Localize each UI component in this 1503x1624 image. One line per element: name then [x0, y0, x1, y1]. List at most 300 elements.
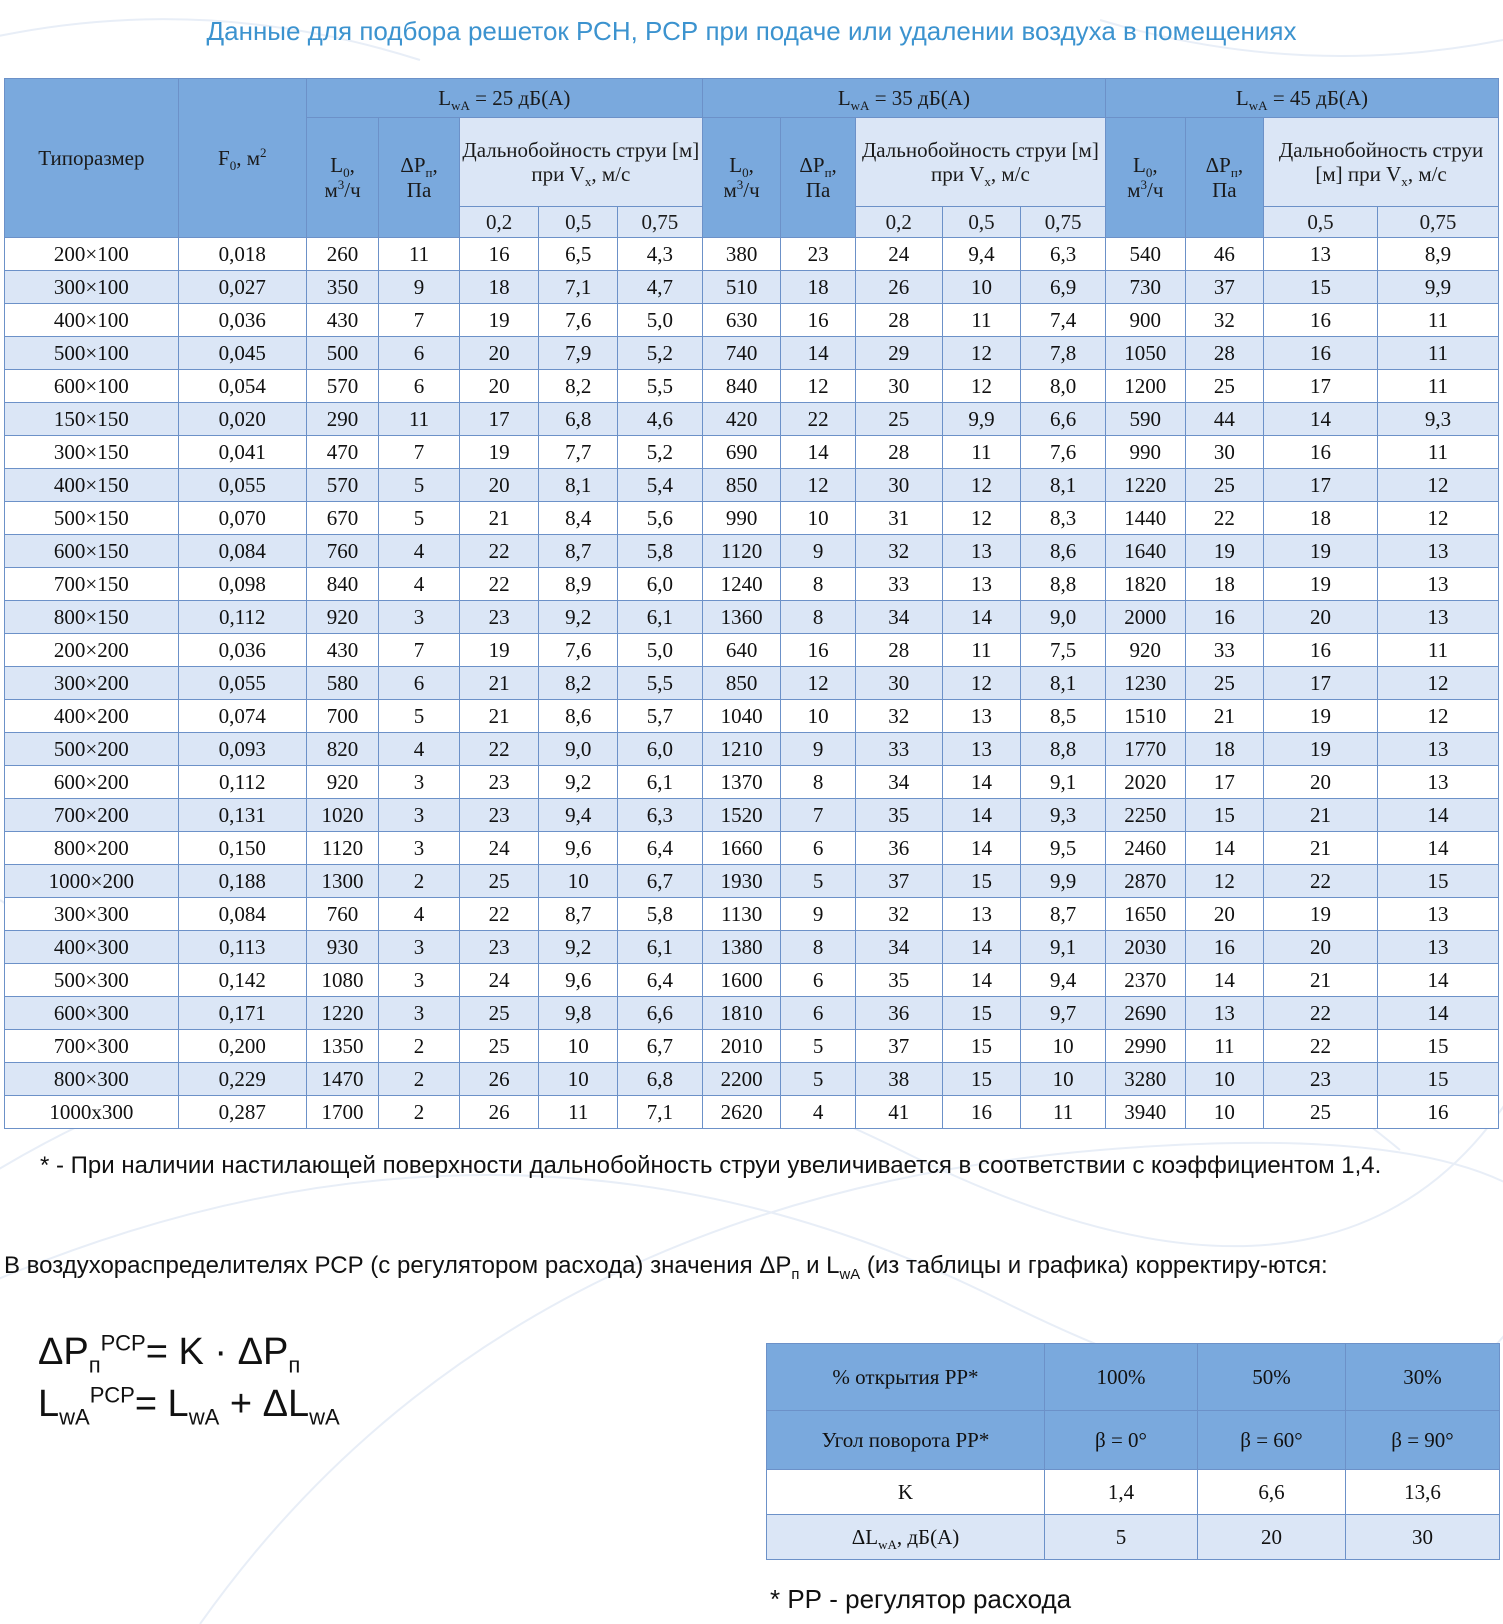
table-cell: 12 — [942, 667, 1021, 700]
header-speed: 0,75 — [1377, 207, 1498, 238]
table-cell: 0,020 — [178, 403, 306, 436]
table-cell: 19 — [1264, 898, 1378, 931]
table-cell: 4 — [379, 898, 460, 931]
table-cell: 23 — [459, 766, 539, 799]
table-cell: 23 — [459, 931, 539, 964]
table-cell: 13 — [942, 733, 1021, 766]
table-cell: 1510 — [1106, 700, 1186, 733]
table-cell: 15 — [1185, 799, 1264, 832]
table-cell: 38 — [855, 1063, 942, 1096]
table-row — [767, 1515, 1500, 1560]
table-cell: 9,2 — [539, 601, 618, 634]
table-cell: 20 — [1264, 601, 1378, 634]
table-cell: 46 — [1185, 238, 1264, 271]
table-row — [5, 1030, 1499, 1063]
table-cell: 630 — [702, 304, 781, 337]
table-cell: 0,070 — [178, 502, 306, 535]
table-cell: 30% — [1346, 1344, 1500, 1411]
table-cell: 9 — [781, 733, 855, 766]
table-cell: 2000 — [1106, 601, 1186, 634]
table-cell: 14 — [1377, 799, 1498, 832]
table-cell: 10 — [781, 700, 855, 733]
table-row — [5, 733, 1499, 766]
table-cell: 25 — [459, 1030, 539, 1063]
table-cell: 5,8 — [618, 898, 703, 931]
table-cell: 760 — [306, 535, 378, 568]
table-row — [767, 1344, 1500, 1411]
table-cell: 21 — [1264, 964, 1378, 997]
row-label-delta-l: $\Delta L_{wA}$, дБ(А) — [767, 1515, 1045, 1560]
table-cell: 9,6 — [539, 832, 618, 865]
table-cell: 10 — [781, 502, 855, 535]
table-cell: 8,2 — [539, 667, 618, 700]
table-cell: 7 — [781, 799, 855, 832]
table-cell: 30 — [855, 667, 942, 700]
table-row — [5, 304, 1499, 337]
table-cell: 430 — [306, 634, 378, 667]
header-speed: 0,75 — [618, 207, 703, 238]
table-cell: 0,084 — [178, 535, 306, 568]
table-cell: 11 — [942, 634, 1021, 667]
table-row — [5, 832, 1499, 865]
table-cell: 50% — [1198, 1344, 1346, 1411]
table-cell: 26 — [855, 271, 942, 304]
table-cell: 5,5 — [618, 667, 703, 700]
table-cell: 12 — [1377, 667, 1498, 700]
table-cell: 8,1 — [1021, 667, 1106, 700]
table-cell: 9,1 — [1021, 766, 1106, 799]
table-cell: 14 — [1377, 997, 1498, 1030]
table-cell: 6,0 — [618, 568, 703, 601]
table-cell: 9,2 — [539, 931, 618, 964]
table-cell: 20 — [459, 370, 539, 403]
table-cell: 0,084 — [178, 898, 306, 931]
table-cell: 16 — [942, 1096, 1021, 1129]
table-cell: 6,1 — [618, 931, 703, 964]
table-cell: 1040 — [702, 700, 781, 733]
table-cell: 4 — [781, 1096, 855, 1129]
table-cell: 760 — [306, 898, 378, 931]
table-cell: 420 — [702, 403, 781, 436]
table-cell: 9,7 — [1021, 997, 1106, 1030]
table-cell: 1210 — [702, 733, 781, 766]
row-label-angle: Угол поворота РР* — [767, 1411, 1045, 1470]
table-cell: 8 — [781, 601, 855, 634]
table-cell: 17 — [1264, 469, 1378, 502]
table-cell: 1240 — [702, 568, 781, 601]
table-cell: β = 90° — [1346, 1411, 1500, 1470]
table-cell: 21 — [1264, 832, 1378, 865]
table-cell: 1810 — [702, 997, 781, 1030]
table-cell: 1020 — [306, 799, 378, 832]
table-cell: 11 — [1377, 304, 1498, 337]
size-cell: 400×100 — [5, 304, 179, 337]
table-cell: 11 — [942, 304, 1021, 337]
table-row — [767, 1411, 1500, 1470]
table-cell: 20 — [1185, 898, 1264, 931]
size-cell: 1000×200 — [5, 865, 179, 898]
table-cell: 7,5 — [1021, 634, 1106, 667]
header-type: Типоразмер — [5, 79, 179, 238]
table-cell: 7,1 — [618, 1096, 703, 1129]
table-cell: 41 — [855, 1096, 942, 1129]
table-cell: 3 — [379, 766, 460, 799]
table-cell: 11 — [379, 238, 460, 271]
table-cell: 25 — [1185, 370, 1264, 403]
table-cell: 6,4 — [618, 964, 703, 997]
table-cell: 21 — [459, 700, 539, 733]
size-cell: 500×300 — [5, 964, 179, 997]
table-cell: 6 — [379, 370, 460, 403]
table-cell: 5,5 — [618, 370, 703, 403]
table-cell: 1650 — [1106, 898, 1186, 931]
table-cell: 740 — [702, 337, 781, 370]
table-row — [5, 436, 1499, 469]
table-cell: 590 — [1106, 403, 1186, 436]
table-cell: 20 — [1264, 931, 1378, 964]
table-cell: 20 — [459, 337, 539, 370]
table-cell: 24 — [855, 238, 942, 271]
table-cell: 8 — [781, 931, 855, 964]
table-cell: 9,3 — [1021, 799, 1106, 832]
size-cell: 300×300 — [5, 898, 179, 931]
table-cell: 0,142 — [178, 964, 306, 997]
table-cell: 9,4 — [1021, 964, 1106, 997]
table-cell: 8,5 — [1021, 700, 1106, 733]
table-cell: 2 — [379, 1030, 460, 1063]
table-cell: 8 — [781, 766, 855, 799]
table-cell: 6,3 — [618, 799, 703, 832]
table-cell: 3 — [379, 832, 460, 865]
table-cell: 8,7 — [1021, 898, 1106, 931]
table-cell: 22 — [459, 733, 539, 766]
table-cell: 2200 — [702, 1063, 781, 1096]
table-cell: 5,2 — [618, 337, 703, 370]
table-cell: 23 — [1264, 1063, 1378, 1096]
table-cell: 19 — [1185, 535, 1264, 568]
table-cell: 21 — [459, 667, 539, 700]
table-cell: 510 — [702, 271, 781, 304]
table-cell: 15 — [942, 865, 1021, 898]
table-cell: 0,093 — [178, 733, 306, 766]
table-cell: 12 — [1377, 469, 1498, 502]
table-cell: 14 — [942, 766, 1021, 799]
table-cell: 5 — [379, 469, 460, 502]
table-cell: 13 — [1264, 238, 1378, 271]
table-cell: 32 — [1185, 304, 1264, 337]
table-cell: 28 — [855, 436, 942, 469]
table-cell: 9,9 — [1021, 865, 1106, 898]
table-cell: 5 — [781, 1063, 855, 1096]
table-cell: 9,8 — [539, 997, 618, 1030]
table-cell: 25 — [855, 403, 942, 436]
table-cell: 14 — [1377, 832, 1498, 865]
table-cell: 9,2 — [539, 766, 618, 799]
header-speed: 0,75 — [1021, 207, 1106, 238]
table-cell: 0,027 — [178, 271, 306, 304]
table-cell: 1770 — [1106, 733, 1186, 766]
table-cell: 1520 — [702, 799, 781, 832]
table-body — [5, 238, 1499, 1129]
regulator-table — [766, 1343, 1500, 1560]
table-row — [5, 700, 1499, 733]
table-cell: 15 — [1264, 271, 1378, 304]
table-cell: 1660 — [702, 832, 781, 865]
table-cell: 30 — [1346, 1515, 1500, 1560]
table-cell: 1350 — [306, 1030, 378, 1063]
size-cell: 300×200 — [5, 667, 179, 700]
header-pressure: $\Delta P_п$, Па — [781, 118, 855, 238]
table-cell: 1230 — [1106, 667, 1186, 700]
table-cell: 20 — [1264, 766, 1378, 799]
table-cell: 6 — [781, 832, 855, 865]
header-speed: 0,5 — [1264, 207, 1378, 238]
header-pressure: $\Delta P_п$, Па — [379, 118, 460, 238]
table-cell: 730 — [1106, 271, 1186, 304]
table-cell: 2370 — [1106, 964, 1186, 997]
table-cell: 20 — [459, 469, 539, 502]
table-row — [5, 667, 1499, 700]
table-cell: 24 — [459, 832, 539, 865]
table-cell: 33 — [855, 733, 942, 766]
table-cell: 0,131 — [178, 799, 306, 832]
table-cell: 26 — [459, 1063, 539, 1096]
table-cell: 9 — [781, 535, 855, 568]
table-cell: 1120 — [306, 832, 378, 865]
table-row — [5, 403, 1499, 436]
table-cell: 32 — [855, 535, 942, 568]
table-cell: 21 — [459, 502, 539, 535]
table-cell: 28 — [855, 634, 942, 667]
page-title: Данные для подбора решеток РСН, РСР при подаче или удалении воздуха в помещениях — [206, 16, 1297, 46]
table-cell: 28 — [1185, 337, 1264, 370]
table-cell: 9,5 — [1021, 832, 1106, 865]
table-cell: 990 — [702, 502, 781, 535]
table-cell: 2250 — [1106, 799, 1186, 832]
table-cell: 2030 — [1106, 931, 1186, 964]
table-cell: 23 — [781, 238, 855, 271]
table-cell: 9,0 — [539, 733, 618, 766]
table-cell: 7,7 — [539, 436, 618, 469]
table-cell: 4 — [379, 733, 460, 766]
table-cell: 11 — [379, 403, 460, 436]
table-cell: 13 — [1377, 535, 1498, 568]
table-cell: 7,1 — [539, 271, 618, 304]
table-cell: 6,6 — [1021, 403, 1106, 436]
table-cell: 1820 — [1106, 568, 1186, 601]
size-cell: 300×100 — [5, 271, 179, 304]
row-label-opening: % открытия РР* — [767, 1344, 1045, 1411]
size-cell: 1000x300 — [5, 1096, 179, 1129]
table-cell: 17 — [1264, 370, 1378, 403]
table-cell: 5 — [781, 1030, 855, 1063]
table-cell: 4 — [379, 568, 460, 601]
table-cell: 9,9 — [942, 403, 1021, 436]
table-cell: 7,6 — [539, 634, 618, 667]
size-cell: 700×300 — [5, 1030, 179, 1063]
table-cell: 9 — [379, 271, 460, 304]
table-row — [5, 931, 1499, 964]
table-cell: 5,6 — [618, 502, 703, 535]
table-cell: 13 — [1377, 898, 1498, 931]
table-row — [5, 997, 1499, 1030]
table-cell: 2460 — [1106, 832, 1186, 865]
table-cell: 11 — [1185, 1030, 1264, 1063]
table-cell: 11 — [1377, 634, 1498, 667]
table-cell: 6,8 — [618, 1063, 703, 1096]
header-throw: Дальнобойность струи [м] при $V_x$, м/с — [855, 118, 1105, 207]
table-cell: 1440 — [1106, 502, 1186, 535]
table-cell: 5,4 — [618, 469, 703, 502]
table-cell: 34 — [855, 931, 942, 964]
table-cell: 30 — [855, 469, 942, 502]
table-row — [5, 898, 1499, 931]
table-cell: 6,0 — [618, 733, 703, 766]
table-cell: 19 — [1264, 700, 1378, 733]
size-cell: 600×300 — [5, 997, 179, 1030]
footnote-regulator: * РР - регулятор расхода — [770, 1584, 1072, 1614]
table-cell: 12 — [781, 370, 855, 403]
table-cell: 260 — [306, 238, 378, 271]
table-cell: 10 — [1185, 1096, 1264, 1129]
table-cell: 1360 — [702, 601, 781, 634]
table-cell: 1600 — [702, 964, 781, 997]
size-cell: 150×150 — [5, 403, 179, 436]
table-cell: 29 — [855, 337, 942, 370]
table-cell: 500 — [306, 337, 378, 370]
table-row — [5, 1063, 1499, 1096]
table-cell: β = 60° — [1198, 1411, 1346, 1470]
table-cell: 19 — [459, 634, 539, 667]
table-cell: 0,074 — [178, 700, 306, 733]
header-speed: 0,5 — [942, 207, 1021, 238]
table-cell: 6,5 — [539, 238, 618, 271]
table-cell: 17 — [459, 403, 539, 436]
table-cell: 13 — [1377, 766, 1498, 799]
table-row — [5, 865, 1499, 898]
table-cell: 12 — [1377, 502, 1498, 535]
table-cell: 6,1 — [618, 766, 703, 799]
table-cell: 0,188 — [178, 865, 306, 898]
table-cell: 920 — [1106, 634, 1186, 667]
table-cell: 16 — [459, 238, 539, 271]
table-cell: 10 — [1021, 1063, 1106, 1096]
table-cell: 8,9 — [539, 568, 618, 601]
table-cell: 33 — [1185, 634, 1264, 667]
table-cell: 6,1 — [618, 601, 703, 634]
table-cell: 1,4 — [1045, 1470, 1198, 1515]
table-cell: 10 — [539, 1030, 618, 1063]
table-cell: 0,150 — [178, 832, 306, 865]
table-cell: 0,018 — [178, 238, 306, 271]
table-cell: 8,8 — [1021, 568, 1106, 601]
table-cell: 930 — [306, 931, 378, 964]
table-cell: 14 — [942, 601, 1021, 634]
table-cell: 15 — [942, 1030, 1021, 1063]
table-cell: 6,3 — [1021, 238, 1106, 271]
table-cell: 1470 — [306, 1063, 378, 1096]
size-cell: 800×150 — [5, 601, 179, 634]
table-cell: 16 — [781, 634, 855, 667]
table-cell: 21 — [1185, 700, 1264, 733]
header-area: $F_0$, $м^2$ — [178, 79, 306, 238]
table-cell: 17 — [1185, 766, 1264, 799]
table-cell: 0,113 — [178, 931, 306, 964]
table-cell: 0,036 — [178, 634, 306, 667]
table-cell: 1220 — [306, 997, 378, 1030]
table-cell: 32 — [855, 898, 942, 931]
table-cell: 6,4 — [618, 832, 703, 865]
table-cell: 9,4 — [942, 238, 1021, 271]
table-cell: 5 — [379, 700, 460, 733]
table-cell: 20 — [1198, 1515, 1346, 1560]
table-cell: 14 — [1264, 403, 1378, 436]
table-cell: 6,6 — [618, 997, 703, 1030]
table-cell: 16 — [1377, 1096, 1498, 1129]
table-cell: 0,112 — [178, 601, 306, 634]
table-cell: 470 — [306, 436, 378, 469]
table-cell: 37 — [855, 865, 942, 898]
table-cell: 2870 — [1106, 865, 1186, 898]
table-cell: 7,6 — [539, 304, 618, 337]
header-flow: $L_0$, $м^3/ч$ — [702, 118, 781, 238]
table-row — [5, 238, 1499, 271]
table-cell: 13 — [942, 700, 1021, 733]
table-cell: 13 — [1377, 733, 1498, 766]
table-row — [5, 799, 1499, 832]
table-cell: 19 — [459, 304, 539, 337]
table-cell: 10 — [539, 1063, 618, 1096]
header-throw: Дальнобойность струи [м] при $V_x$, м/с — [1264, 118, 1499, 207]
note-throw-coefficient: * - При наличии настилающей поверхности дальнобойность струи увеличивается в соответствии с коэффициентом 1,4. — [40, 1152, 1382, 1179]
table-cell: 19 — [1264, 535, 1378, 568]
table-cell: 2990 — [1106, 1030, 1186, 1063]
table-cell: 9 — [781, 898, 855, 931]
size-cell: 500×100 — [5, 337, 179, 370]
table-cell: 12 — [942, 370, 1021, 403]
table-cell: 22 — [781, 403, 855, 436]
table-cell: 18 — [459, 271, 539, 304]
table-row — [5, 502, 1499, 535]
table-cell: 35 — [855, 964, 942, 997]
table-cell: 13 — [1377, 568, 1498, 601]
size-cell: 800×300 — [5, 1063, 179, 1096]
size-cell: 500×200 — [5, 733, 179, 766]
table-cell: 1640 — [1106, 535, 1186, 568]
table-cell: 6 — [379, 337, 460, 370]
table-cell: 6 — [781, 997, 855, 1030]
table-cell: 11 — [1021, 1096, 1106, 1129]
table-cell: 17 — [1264, 667, 1378, 700]
table-cell: 14 — [942, 931, 1021, 964]
size-cell: 700×150 — [5, 568, 179, 601]
header-group-35: $L_{wA} = 35$ дБ(А) — [702, 79, 1105, 118]
table-cell: 7,4 — [1021, 304, 1106, 337]
table-cell: 35 — [855, 799, 942, 832]
table-cell: 5 — [781, 865, 855, 898]
table-cell: 11 — [1377, 337, 1498, 370]
table-cell: 430 — [306, 304, 378, 337]
table-cell: 11 — [1377, 436, 1498, 469]
table-cell: 13 — [1377, 931, 1498, 964]
table-row — [5, 964, 1499, 997]
table-cell: 8,7 — [539, 898, 618, 931]
table-row — [5, 568, 1499, 601]
table-cell: 350 — [306, 271, 378, 304]
size-cell: 600×150 — [5, 535, 179, 568]
table-cell: 14 — [781, 436, 855, 469]
table-cell: 15 — [1377, 1063, 1498, 1096]
